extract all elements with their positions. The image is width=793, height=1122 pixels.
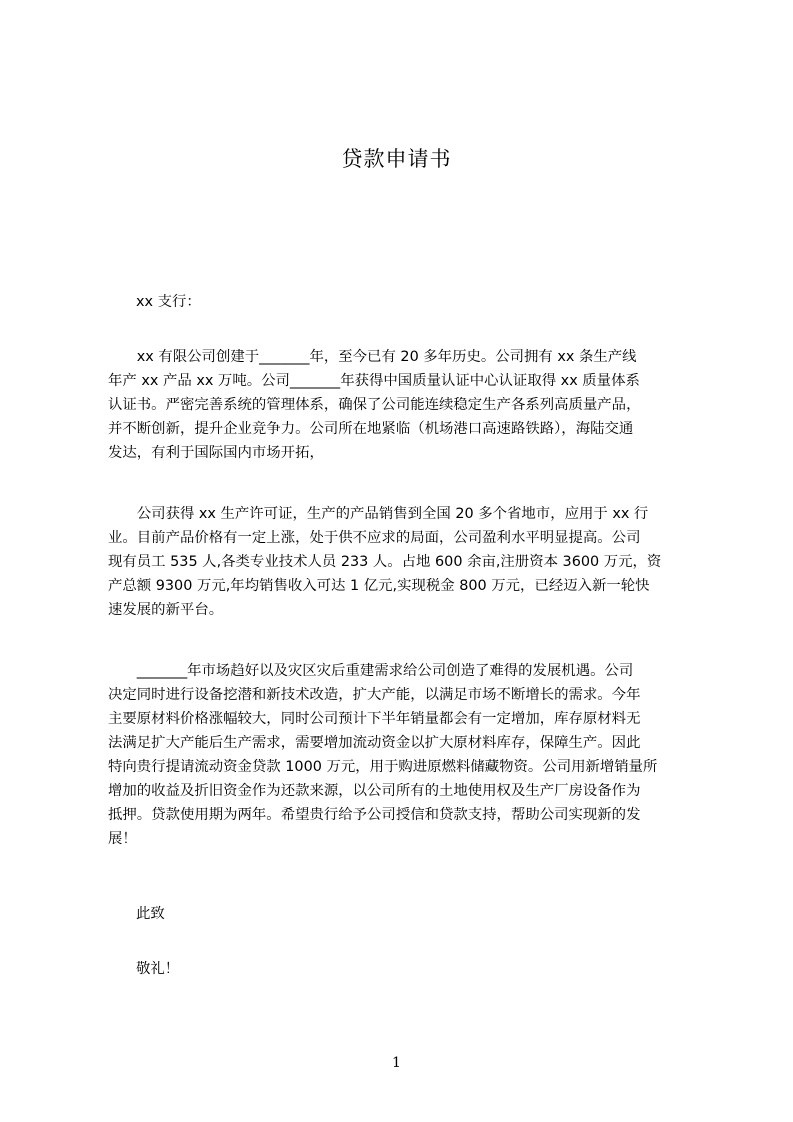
salutation: xx 支行： bbox=[136, 294, 201, 310]
paragraph-line: 展！ bbox=[108, 831, 137, 847]
document-title: 贷款申请书 bbox=[341, 147, 452, 171]
paragraph-3 bbox=[108, 659, 699, 859]
paragraph-line: 认证书。严密完善系统的管理体系，确保了公司能连续稳定生产各系列高质量产品， bbox=[108, 397, 641, 413]
paragraph-line: xx 有限公司创建于_______年，至今已有 20 多年历史。公司拥有 xx 条生产线 bbox=[108, 349, 637, 365]
page-number: 1 bbox=[392, 1055, 401, 1071]
paragraph-line: 业。目前产品价格有一定上涨，处于供不应求的局面，公司盈利水平明显提高。公司 bbox=[108, 530, 641, 546]
paragraph-line: 公司获得 xx 生产许可证，生产的产品销售到全国 20 多个省地市，应用于 xx 行 bbox=[108, 506, 649, 522]
paragraph-line: 增加的收益及折旧资金作为还款来源，以公司所有的土地使用权及生产厂房设备作为 bbox=[108, 783, 641, 799]
paragraph-line: 产总额 9300 万元,年均销售收入可达 1 亿元,实现税金 800 万元，已经迈入新一轮快 bbox=[108, 578, 650, 594]
paragraph-line: 现有员工 535 人,各类专业技术人员 233 人。占地 600 余亩,注册资本 3600 万元，资 bbox=[108, 554, 662, 570]
paragraph-line: 决定同时进行设备挖潜和新技术改造，扩大产能，以满足市场不断增长的需求。今年 bbox=[108, 687, 641, 703]
paragraph-line: 抵押。贷款使用期为两年。希望贵行给予公司授信和贷款支持，帮助公司实现新的发 bbox=[108, 807, 641, 823]
paragraph-line: 主要原材料价格涨幅较大，同时公司预计下半年销量都会有一定增加，库存原材料无 bbox=[108, 711, 641, 727]
closing-line-1: 此致 bbox=[136, 906, 165, 922]
paragraph-line: 法满足扩大产能后生产需求，需要增加流动资金以扩大原材料库存，保障生产。因此 bbox=[108, 735, 641, 751]
paragraph-1 bbox=[108, 345, 699, 475]
paragraph-line: 年产 xx 产品 xx 万吨。公司_______年获得中国质量认证中心认证取得 xx 质量体系 bbox=[108, 373, 640, 389]
paragraph-2 bbox=[108, 502, 699, 632]
paragraph-line: 发达，有利于国际国内市场开拓， bbox=[108, 445, 324, 461]
paragraph-line: _______年市场趋好以及灾区灾后重建需求给公司创造了难得的发展机遇。公司 bbox=[108, 663, 634, 679]
paragraph-line: 特向贵行提请流动资金贷款 1000 万元，用于购进原燃料储藏物资。公司用新增销量所 bbox=[108, 759, 658, 775]
closing-line-2: 敬礼！ bbox=[136, 961, 180, 977]
paragraph-line: 速发展的新平台。 bbox=[108, 602, 224, 618]
paragraph-line: 并不断创新，提升企业竞争力。公司所在地紧临（机场港口高速路铁路），海陆交通 bbox=[108, 421, 634, 437]
